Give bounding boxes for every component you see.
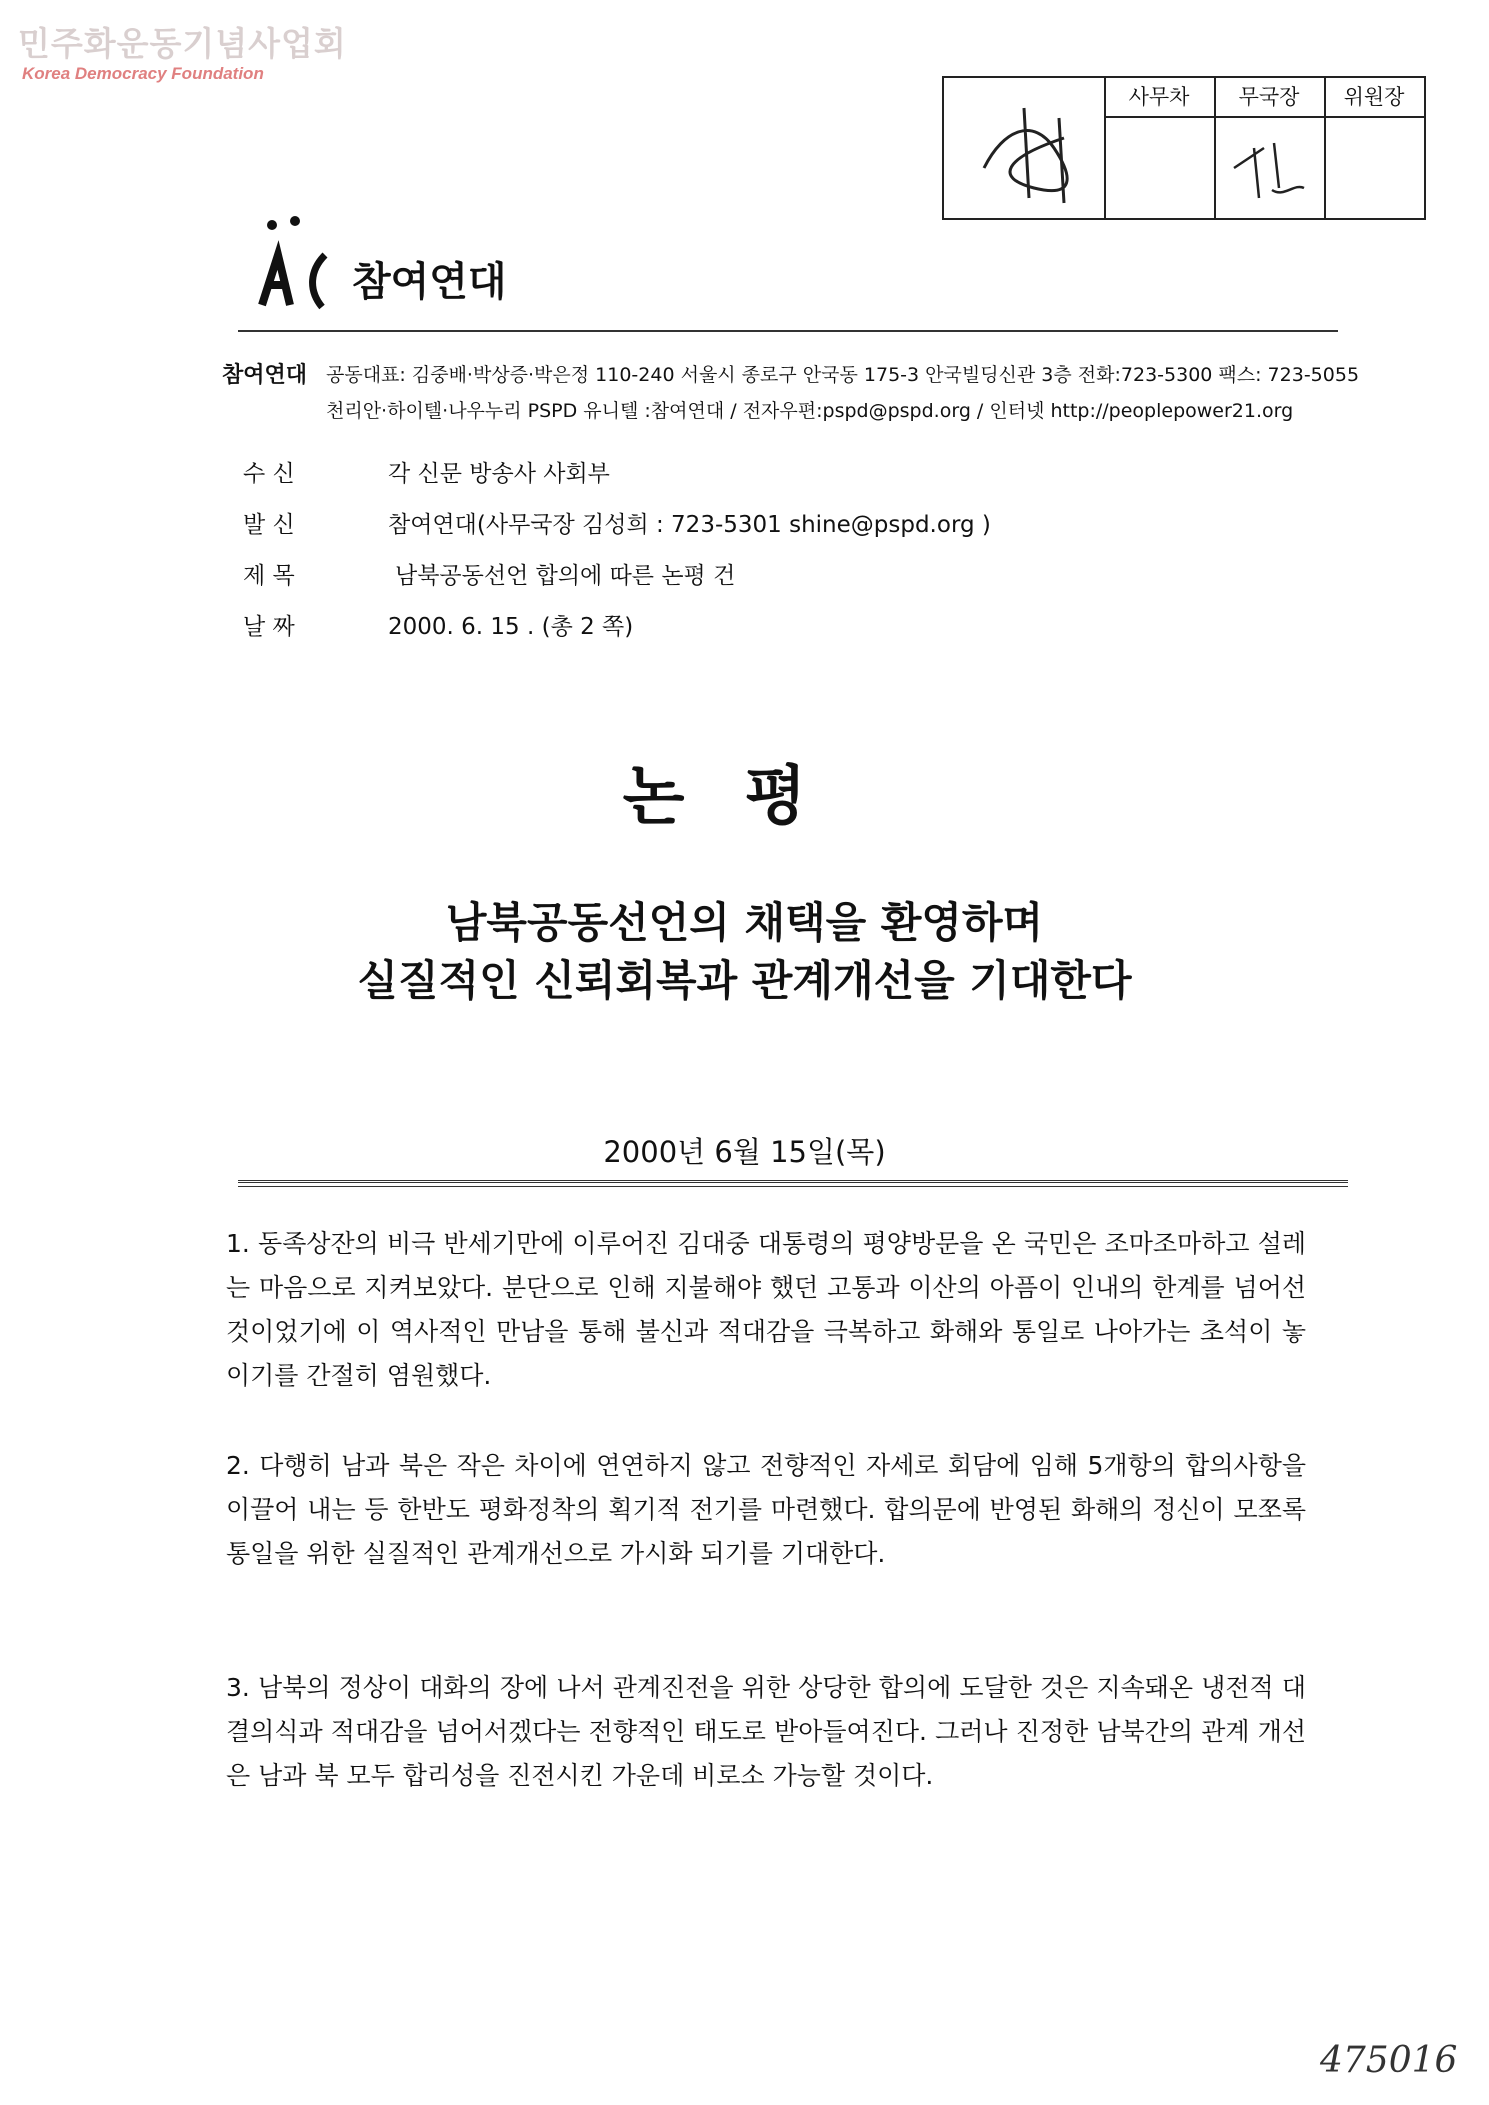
headline-line-2: 실질적인 신뢰회복과 관계개선을 기대한다 [357,956,1132,1005]
document-date: 2000년 6월 15일(목) [603,1135,886,1169]
organization-logo-icon [250,215,345,310]
date-rule [238,1180,1348,1187]
field-label-recipient: 수 신 [243,461,295,487]
paragraph-2: 2. 다행히 남과 북은 작은 차이에 연연하지 않고 전향적인 자세로 회담에 임해 5개항의 합의사항을 이끌어 내는 등 한반도 평화정착의 획기적 전기를 마련했다. 합의문에 반영된 화해의 정신이 모쪼록 통일을 위한 실질적인 관계개선으로 가시화 되기를 기대한다. [226,1451,1306,1568]
paragraph-1: 1. 동족상잔의 비극 반세기만에 이루어진 김대중 대통령의 평양방문을 온 국민은 조마조마하고 설레는 마음으로 지켜보았다. 분단으로 인해 지불해야 했던 고통과 이산의 아픔이 인내의 한계를 넘어선 것이었기에 이 역사적인 만남을 통해 불신과 적대감을 극복하고 화해와 통일로 나아가는 초석이 놓이기를 간절히 염원했다. [226,1229,1306,1390]
watermark-korean: 민주화운동기념사업회 [18,24,347,63]
approval-header-rule [1104,116,1424,118]
headline-line-1: 남북공동선언의 채택을 환영하며 [445,898,1044,947]
approval-header-3: 위원장 [1343,85,1405,109]
field-value-recipient: 각 신문 방송사 사회부 [388,461,610,487]
watermark-english: Korea Democracy Foundation [22,64,264,83]
letterhead-rule [238,330,1338,332]
organization-contact-line-1: 공동대표: 김중배·박상증·박은정 110-240 서울시 종로구 안국동 175-3 안국빌딩신관 3층 전화:723-5300 팩스: 723-5055 [326,364,1360,386]
page-number: 475016 [1320,2040,1458,2081]
field-label-subject: 제 목 [243,563,295,589]
signature-icon [1224,128,1314,208]
field-value-subject: 남북공동선언 합의에 따른 논평 건 [395,563,736,589]
document-title: 논평 [622,760,867,834]
field-value-date: 2000. 6. 15 . (총 2 쪽) [388,614,634,640]
organization-contact-line-2: 천리안·하이텔·나우누리 PSPD 유니텔 :참여연대 / 전자우편:pspd@pspd.org / 인터넷 http://peoplepower21.org [326,400,1294,422]
approval-header-2: 무국장 [1238,85,1300,109]
approval-header-1: 사무차 [1128,85,1190,109]
signature-icon [964,88,1104,208]
organization-name: 참여연대 [222,363,308,388]
field-label-date: 날 짜 [243,614,295,640]
organization-logo-text: 참여연대 [352,259,507,305]
field-value-sender: 참여연대(사무국장 김성희 : 723-5301 shine@pspd.org ) [388,512,991,538]
paragraph-3: 3. 남북의 정상이 대화의 장에 나서 관계진전을 위한 상당한 합의에 도달한 것은 지속돼온 냉전적 대결의식과 적대감을 넘어서겠다는 전향적인 태도로 받아들여진다. 그러나 진정한 남북간의 관계 개선은 남과 북 모두 합리성을 진전시킨 가운데 비로소 가능할 것이다. [226,1673,1306,1790]
approval-box [942,76,1426,220]
field-label-sender: 발 신 [243,512,295,538]
